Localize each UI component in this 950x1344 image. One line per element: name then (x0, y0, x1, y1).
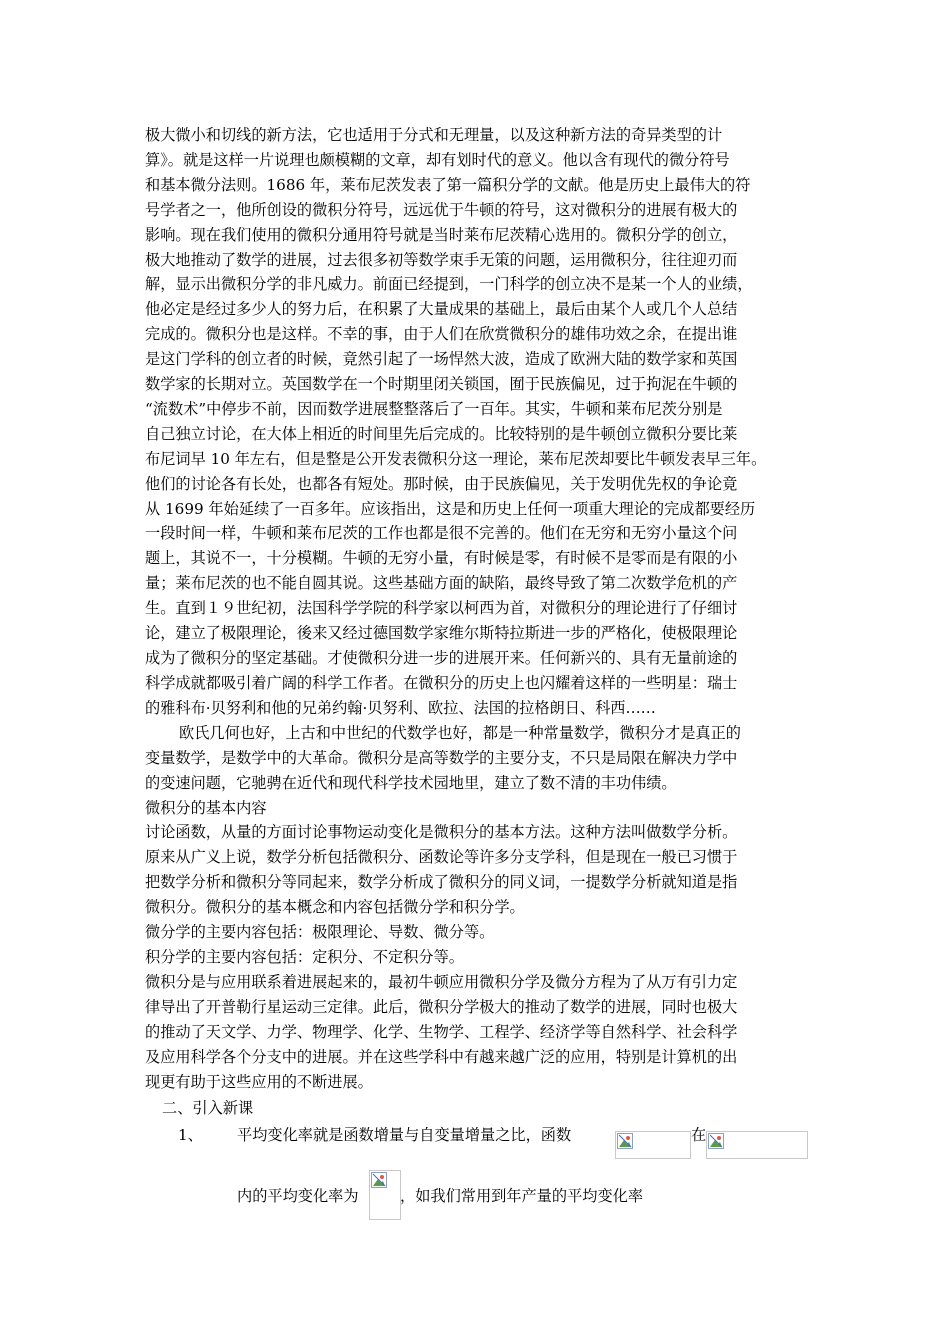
paragraph-integral: 积分学的主要内容包括：定积分、不定积分等。 (145, 948, 464, 966)
text-line: 欧氏几何也好，上古和中世纪的代数学也好，都是一种常量数学，微积分才是真正的 (179, 724, 741, 742)
formula-image-function (615, 1131, 691, 1159)
broken-image-icon (708, 1133, 724, 1149)
text-line: 变量数学，是数学中的大革命。微积分是高等数学的主要分支，不只是局限在解决力学中 (145, 749, 738, 767)
text-line: 解，显示出微积分学的非凡威力。前面已经提到，一门科学的创立决不是某一个人的业绩， (145, 275, 753, 294)
list-item-text-c: 内的平均变化率为 (237, 1187, 359, 1205)
text-line: 科学成就都吸引着广阔的科学工作者。在微积分的历史上也闪耀着这样的一些明星：瑞士 (145, 673, 738, 692)
text-line: 讨论函数，从量的方面讨论事物运动变化是微积分的基本方法。这种方法叫做数学分析。 (145, 823, 738, 841)
heading-new-lesson: 二、引入新课 (162, 1099, 254, 1117)
formula-image-rate (369, 1170, 401, 1220)
text-line: 律导出了开普勒行星运动三定律。此后，微积分学极大的推动了数学的进展，同时也极大 (145, 998, 738, 1016)
text-line: “流数术”中停步不前，因而数学进展整整落后了一百年。其实，牛顿和莱布尼茨分别是 (145, 399, 723, 418)
list-item-text-b: 在 (691, 1126, 707, 1144)
text-line: 是这门学科的创立者的时候，竟然引起了一场悍然大波，造成了欧洲大陆的数学家和英国 (145, 350, 738, 369)
text-line: 他们的讨论各有长处，也都各有短处。那时候，由于民族偏见，关于发明优先权的争论竟 (145, 474, 738, 493)
broken-image-icon (371, 1172, 387, 1188)
text-line: 把数学分析和微积分等同起来，数学分析成了微积分的同义词，一提数学分析就知道是指 (145, 873, 738, 891)
text-line: 现更有助于这些应用的不断进展。 (145, 1073, 373, 1091)
text-line: 极大微小和切线的新方法，它也适用于分式和无理量，以及这种新方法的奇异类型的计 (145, 126, 723, 144)
text-line: 从 1699 年始延续了一百多年。应该指出，这是和历史上任何一项重大理论的完成都要经历 (145, 499, 756, 518)
formula-image-interval (706, 1131, 808, 1159)
text-line: 量；莱布尼茨的也不能自圆其说。这些基础方面的缺陷，最终导致了第二次数学危机的产 (145, 574, 738, 593)
text-line: 的变速问题，它驰骋在近代和现代科学技术园地里，建立了数不清的丰功伟绩。 (145, 774, 677, 792)
text-line: 影响。现在我们使用的微积分通用符号就是当时莱布尼茨精心选用的。微积分学的创立， (145, 225, 738, 244)
list-item-text-d: ，如我们常用到年产量的平均变化率 (400, 1187, 643, 1205)
text-line: 完成的。微积分也是这样。不幸的事，由于人们在欣赏微积分的雄伟功效之余，在提出谁 (145, 325, 738, 344)
list-item-number: 1、 (178, 1126, 203, 1144)
text-line: 一段时间一样，牛顿和莱布尼茨的工作也都是很不完善的。他们在无穷和无穷小量这个问 (145, 524, 738, 543)
paragraph-differential: 微分学的主要内容包括：极限理论、导数、微分等。 (145, 923, 495, 941)
text-line: 论，建立了极限理论，後来又经过德国数学家维尔斯特拉斯进一步的严格化，使极限理论 (145, 624, 738, 642)
text-line: 和基本微分法则。1686 年，莱布尼茨发表了第一篇积分学的文献。他是历史上最伟大的符 (145, 175, 751, 194)
text-line: 布尼词早 10 年左右，但是整是公开发表微积分这一理论，莱布尼茨却要比牛顿发表早三年。 (145, 449, 767, 468)
text-line: 自己独立讨论，在大体上相近的时间里先后完成的。比较特别的是牛顿创立微积分要比莱 (145, 424, 738, 443)
list-item-text-a: 平均变化率就是函数增量与自变量增量之比，函数 (237, 1126, 572, 1144)
text-line: 微积分是与应用联系着进展起来的，最初牛顿应用微积分学及微分方程为了从万有引力定 (145, 973, 738, 991)
section-title: 微积分的基本内容 (145, 799, 267, 817)
text-line: 的推动了天文学、力学、物理学、化学、生物学、工程学、经济学等自然科学、社会科学 (145, 1023, 738, 1041)
text-line: 成为了微积分的坚定基础。才使微积分进一步的进展开来。任何新兴的、具有无量前途的 (145, 648, 738, 667)
text-line: 微积分。微积分的基本概念和内容包括微分学和积分学。 (145, 898, 525, 916)
broken-image-icon (617, 1133, 633, 1149)
text-line: 算》。就是这样一片说理也颇模糊的文章，却有划时代的意义。他以含有现代的微分符号 (145, 150, 730, 169)
text-line: 号学者之一，他所创设的微积分符号，远远优于牛顿的符号，这对微积分的进展有极大的 (145, 200, 738, 219)
text-line: 及应用科学各个分支中的进展。并在这些学科中有越来越广泛的应用，特别是计算机的出 (145, 1048, 738, 1066)
text-line: 题上，其说不一，十分模糊。牛顿的无穷小量，有时候是零，有时候不是零而是有限的小 (145, 549, 738, 568)
text-line: 数学家的长期对立。英国数学在一个时期里闭关锁国，囿于民族偏见，过于拘泥在牛顿的 (145, 375, 738, 393)
text-line: 原来从广义上说，数学分析包括微积分、函数论等许多分支学科，但是现在一般已习惯于 (145, 848, 738, 866)
text-line: 极大地推动了数学的进展，过去很多初等数学束手无策的问题，运用微积分，往往迎刃而 (145, 250, 738, 269)
text-line: 他必定是经过多少人的努力后，在积累了大量成果的基础上，最后由某个人或几个人总结 (145, 300, 738, 319)
text-line: 的雅科布·贝努利和他的兄弟约翰·贝努利、欧拉、法国的拉格朗日、科西…… (145, 698, 656, 717)
text-line: 生。直到１９世纪初，法国科学学院的科学家以柯西为首，对微积分的理论进行了仔细讨 (145, 599, 738, 618)
